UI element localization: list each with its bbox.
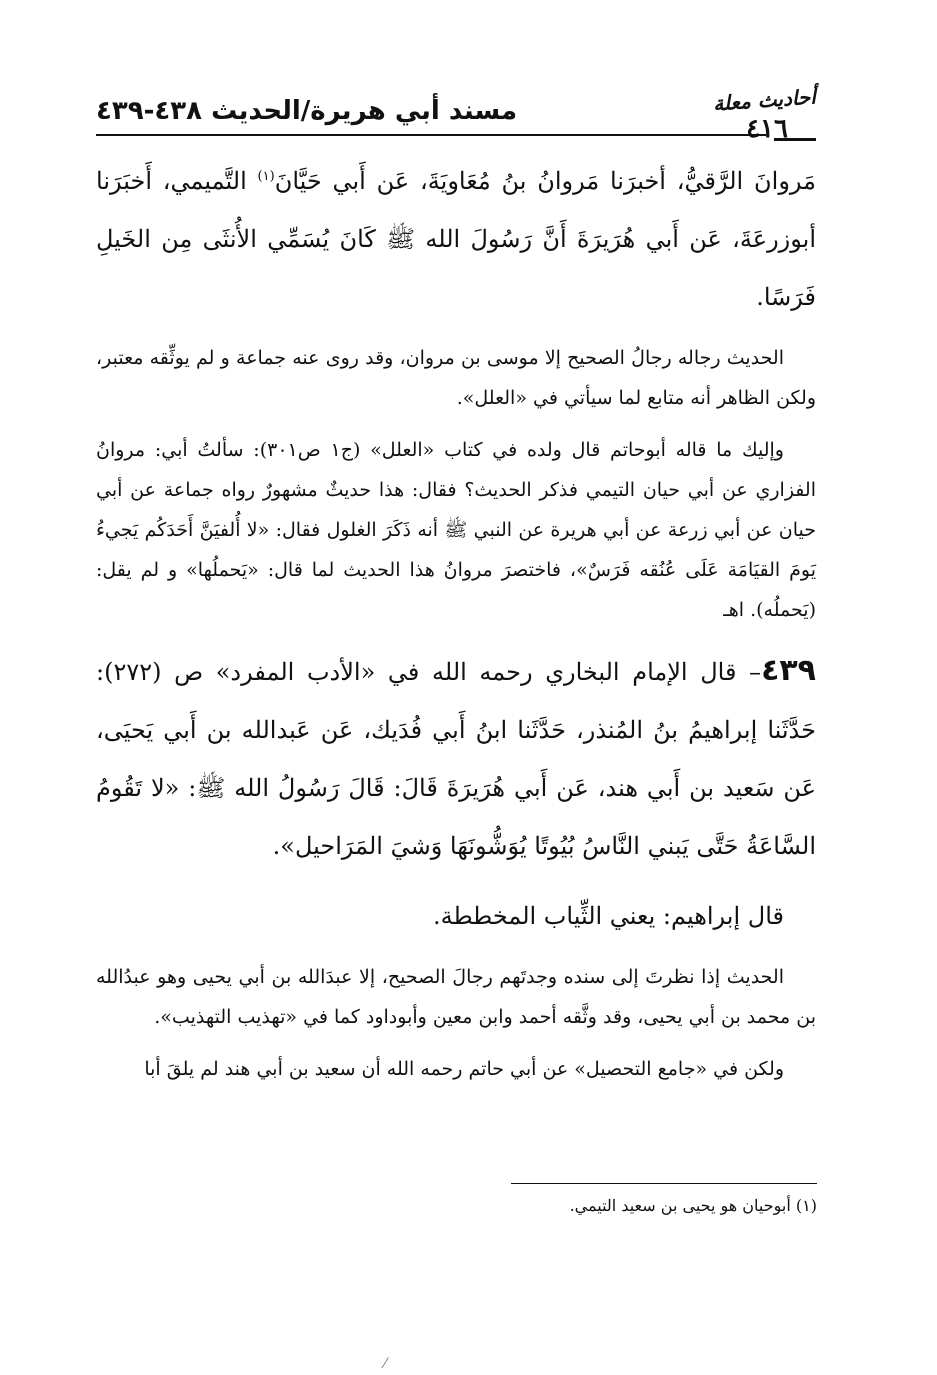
footnote [317,1196,817,1215]
comment-paragraph-2: وإليك ما قاله أبوحاتم قال ولده في كتاب «العلل» (ج١ ص٣٠١): سألتُ أبي: مروانُ الفزاري عن أبي حيان التيمي فذكر الحديث؟ فقال: هذا حديثٌ مشهورٌ رواه جماعة عن أبي حيان عن أبي زرعة عن أبي هريرة عن النبي ﷺ أنه ذَكَرَ الغلول فقال: «لا أُلفيَنَّ أَحَدَكُم يَجيءُ يَومَ القيَامَة عَلَى عُنُقه فَرَسٌ»، فاختصرَ مروانُ هذا الحديث لما قال: «يَحملُها» و لم يقل: (يَحملُه). اهـ [96,439,816,621]
footnote-text: أبوحيان هو يحيى بن سعيد التيمي. [569,1196,791,1215]
footnote-marker: (١) [795,1196,817,1215]
page-number: ٤١٦ [746,114,788,144]
hadith-438-text [96,152,816,326]
footnote-rule [511,1183,817,1184]
header-rule [96,134,766,136]
comment-paragraph-3: الحديث إذا نظرتَ إلى سنده وجدتَهم رجالَ الصحيح، إلا عبدَالله بن أبي يحيى وهو عبدُالله بن محمد بن أبي يحيى، وقد وثَّقه أحمد وابن معين وأبوداود كما في «تهذيب التهذيب». [96,966,816,1028]
header-title: مسند أبي هريرة/الحديث ٤٣٨-٤٣٩ [96,96,518,126]
footnote-reference: (١) [257,169,275,184]
comment-paragraph-4: ولكن في «جامع التحصيل» عن أبي حاتم رحمه الله أن سعيد بن أبي هند لم يلقَ أبا [144,1058,784,1080]
hadith-439-text [96,642,816,875]
hadith-438-text-end: التَّميمي، أَخبَرَنا أبوزرعَةَ، عَن أَبي هُرَيرَةَ أَنَّ رَسُولَ الله ﷺ كَانَ يُسَمِّي الأُنثَى مِن الخَيلِ فَرَسًا. [96,167,816,311]
page-body [96,152,816,1101]
hadith-number: ٤٣٩ [761,653,816,688]
header-series-name: أحاديث معلة [712,84,817,116]
narrator-explanation: قال إبراهيم: يعني الثِّياب المخططة. [432,902,784,930]
hadith-438-text-start: مَروانَ الرَّقيُّ، أخبرَنا مَروانُ بنُ مُعَاويَةَ، عَن أَبي حَيَّانَ [274,167,817,195]
hadith-439-intro: – قال الإمام البخاري رحمه الله في «الأدب المفرد» ص (٢٧٢): [96,658,762,686]
stray-mark: ⁄ [384,1356,387,1372]
header-rule-short [774,138,816,141]
running-header [96,84,817,148]
comment-paragraph-1: الحديث رجاله رجالُ الصحيح إلا موسى بن مروان، وقد روى عنه جماعة و لم يوثِّقه معتبر، ولكن الظاهر أنه متابع لما سيأتي في «العلل». [96,347,816,409]
hadith-439-isnad: حَدَّثَنا إبراهيمُ بنُ المُنذر، حَدَّثَنا ابنُ أَبي فُدَيك، عَن عَبدالله بن أَبي يَحيَى، عَن سَعيد بن أَبي هند، عَن أَبي هُرَيرَةَ قَالَ: قَالَ رَسُولُ الله ﷺ: «لا تَقُومُ السَّاعَةُ حَتَّى يَبني النَّاسُ بُيُوتًا يُوَشُّونَهَا وَشيَ المَرَاحيل». [96,716,816,860]
